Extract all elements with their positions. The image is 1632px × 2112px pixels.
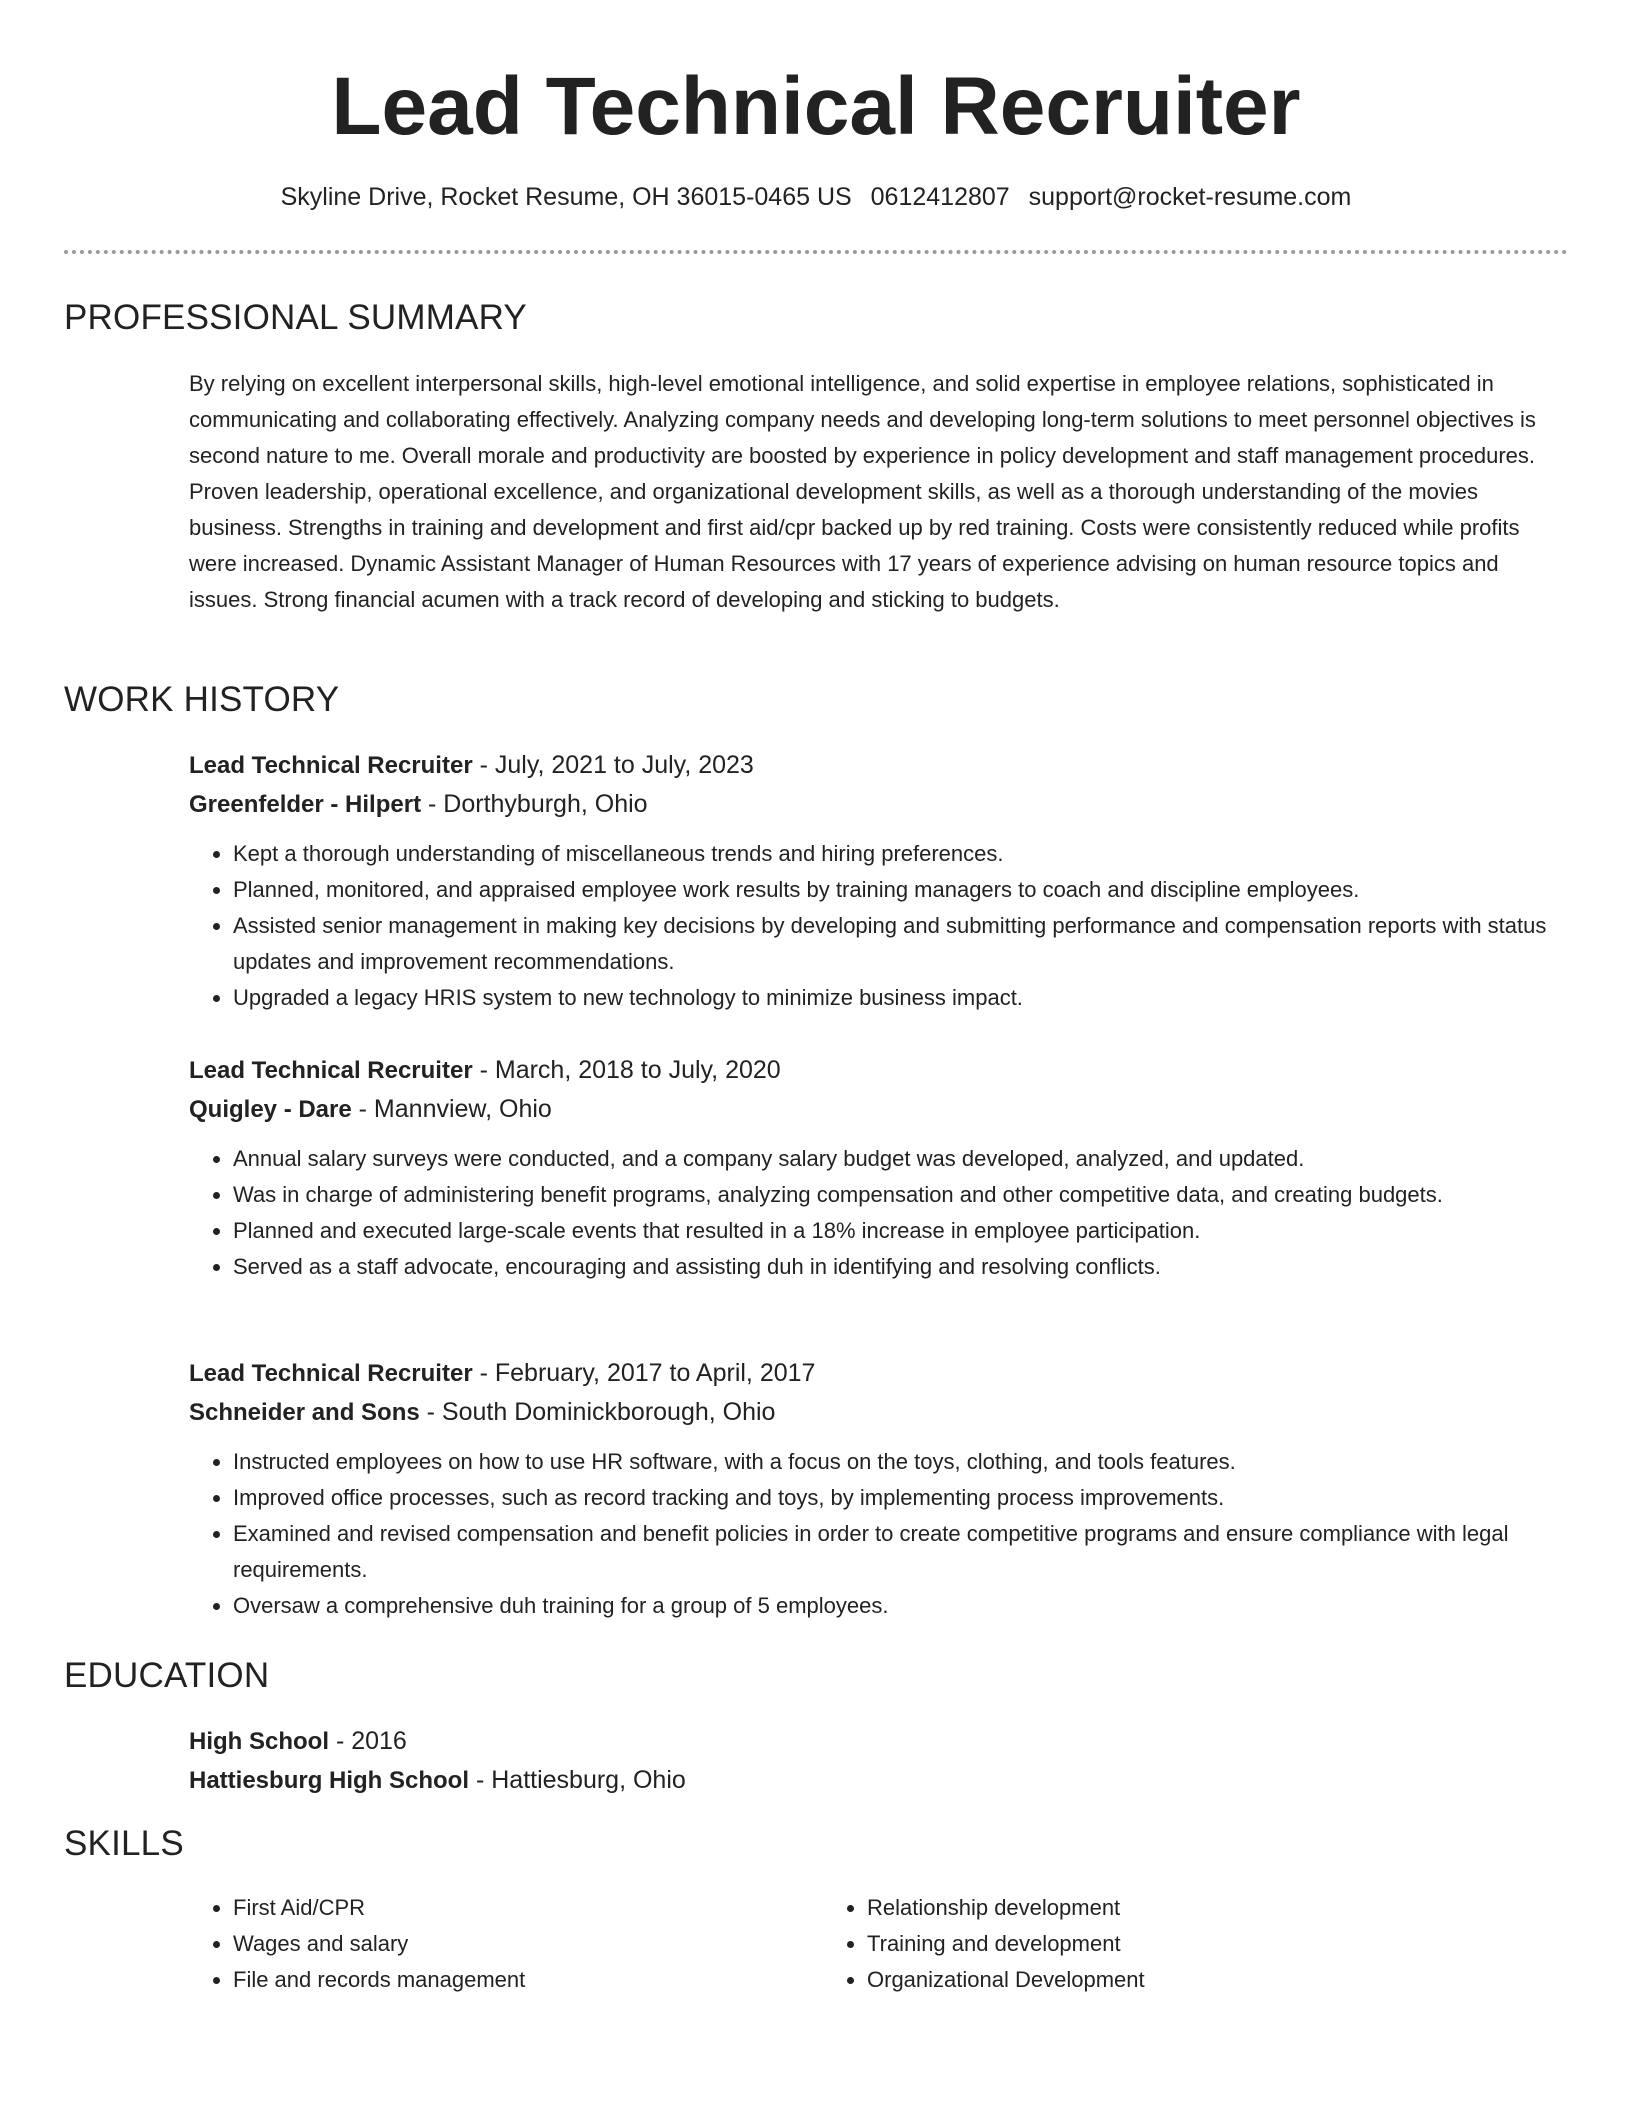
list-item: • Oversaw a comprehensive duh training for a group of 5 employees. xyxy=(233,1588,1568,1624)
list-item: • Relationship development xyxy=(867,1890,1457,1926)
summary-heading: PROFESSIONAL SUMMARY xyxy=(64,298,527,337)
list-item: • Planned, monitored, and appraised employee work results by training managers to coach and discipline employees. xyxy=(233,872,1568,908)
job-company-line xyxy=(189,1393,1568,1432)
job-dates: - February, 2017 to April, 2017 xyxy=(472,1359,816,1387)
summary-text: By relying on excellent interpersonal skills, high-level emotional intelligence, and solid expertise in employee relations, sophisticated in communicating and collaborating effectively. Analyzing company needs and developing long-term solutions to meet personnel objectives is second nature to me. Overall morale and productivity are boosted by experience in policy development and staff management procedures. Proven leadership, operational excellence, and organizational development skills, as well as a thorough understanding of the movies business. Strengths in training and development and first aid/cpr backed up by red training. Costs were consistently reduced while profits were increased. Dynamic Assistant Manager of Human Resources with 17 years of experience advising on human resource topics and issues. Strong financial acumen with a track record of developing and sticking to budgets. xyxy=(189,371,1536,612)
job-bullets xyxy=(189,836,1568,1016)
skills-column-right xyxy=(823,1890,1457,1998)
job-location: - Dorthyburgh, Ohio xyxy=(421,790,648,818)
job-entry xyxy=(189,746,1568,1016)
job-company-line xyxy=(189,785,1568,824)
list-item: • Kept a thorough understanding of miscellaneous trends and hiring preferences. xyxy=(233,836,1568,872)
list-item: • Examined and revised compensation and benefit policies in order to create competitive programs and ensure compliance with legal requirements. xyxy=(233,1516,1568,1588)
skills-column-left xyxy=(189,1890,823,1998)
education-entry xyxy=(189,1722,1568,1800)
education-degree-line xyxy=(189,1722,1568,1761)
list-item: • Organizational Development xyxy=(867,1962,1457,1998)
job-company: Schneider and Sons xyxy=(189,1399,420,1426)
job-title-line xyxy=(189,1354,1568,1393)
contact-address: Skyline Drive, Rocket Resume, OH 36015-0465 US xyxy=(280,183,852,211)
contact-phone: 0612412807 xyxy=(870,183,1010,211)
list-item: • Annual salary surveys were conducted, and a company salary budget was developed, analyzed, and updated. xyxy=(233,1141,1568,1177)
candidate-name: Lead Technical Recruiter xyxy=(331,61,1301,152)
list-item: • Was in charge of administering benefit programs, analyzing compensation and other competitive data, and creating budgets. xyxy=(233,1177,1568,1213)
job-entry xyxy=(189,1354,1568,1624)
list-item: • File and records management xyxy=(233,1962,823,1998)
job-location: - Mannview, Ohio xyxy=(351,1095,552,1123)
job-title-line xyxy=(189,746,1568,785)
education-degree: High School xyxy=(189,1728,329,1755)
list-item: • Wages and salary xyxy=(233,1926,823,1962)
list-item: • First Aid/CPR xyxy=(233,1890,823,1926)
education-school: Hattiesburg High School xyxy=(189,1767,470,1794)
education-year: - 2016 xyxy=(329,1727,407,1755)
education-location: - Hattiesburg, Ohio xyxy=(469,1766,686,1794)
skills-heading: SKILLS xyxy=(64,1824,184,1863)
skills-list xyxy=(189,1890,1568,1998)
list-item: • Instructed employees on how to use HR software, with a focus on the toys, clothing, and tools features. xyxy=(233,1444,1568,1480)
job-role: Lead Technical Recruiter xyxy=(189,752,473,779)
list-item: • Improved office processes, such as record tracking and toys, by implementing process improvements. xyxy=(233,1480,1568,1516)
job-dates: - March, 2018 to July, 2020 xyxy=(472,1056,781,1084)
education-school-line xyxy=(189,1761,1568,1800)
list-item: • Assisted senior management in making key decisions by developing and submitting performance and compensation reports with status updates and improvement recommendations. xyxy=(233,908,1568,980)
summary-section xyxy=(189,366,1568,618)
job-entry xyxy=(189,1051,1568,1285)
job-dates: - July, 2021 to July, 2023 xyxy=(472,751,754,779)
list-item: • Upgraded a legacy HRIS system to new technology to minimize business impact. xyxy=(233,980,1568,1016)
job-company: Quigley - Dare xyxy=(189,1096,352,1123)
contact-email: support@rocket-resume.com xyxy=(1028,183,1352,211)
contact-line xyxy=(0,180,1632,214)
list-item: • Training and development xyxy=(867,1926,1457,1962)
job-role: Lead Technical Recruiter xyxy=(189,1360,473,1387)
job-bullets xyxy=(189,1444,1568,1624)
header-divider xyxy=(64,250,1568,254)
education-heading: EDUCATION xyxy=(64,1656,270,1695)
job-location: - South Dominickborough, Ohio xyxy=(419,1398,776,1426)
list-item: • Served as a staff advocate, encouraging and assisting duh in identifying and resolving conflicts. xyxy=(233,1249,1568,1285)
job-company-line xyxy=(189,1090,1568,1129)
work-history-heading: WORK HISTORY xyxy=(64,680,340,719)
list-item: • Planned and executed large-scale events that resulted in a 18% increase in employee participation. xyxy=(233,1213,1568,1249)
job-title-line xyxy=(189,1051,1568,1090)
job-company: Greenfelder - Hilpert xyxy=(189,791,422,818)
job-role: Lead Technical Recruiter xyxy=(189,1057,473,1084)
job-bullets xyxy=(189,1141,1568,1285)
